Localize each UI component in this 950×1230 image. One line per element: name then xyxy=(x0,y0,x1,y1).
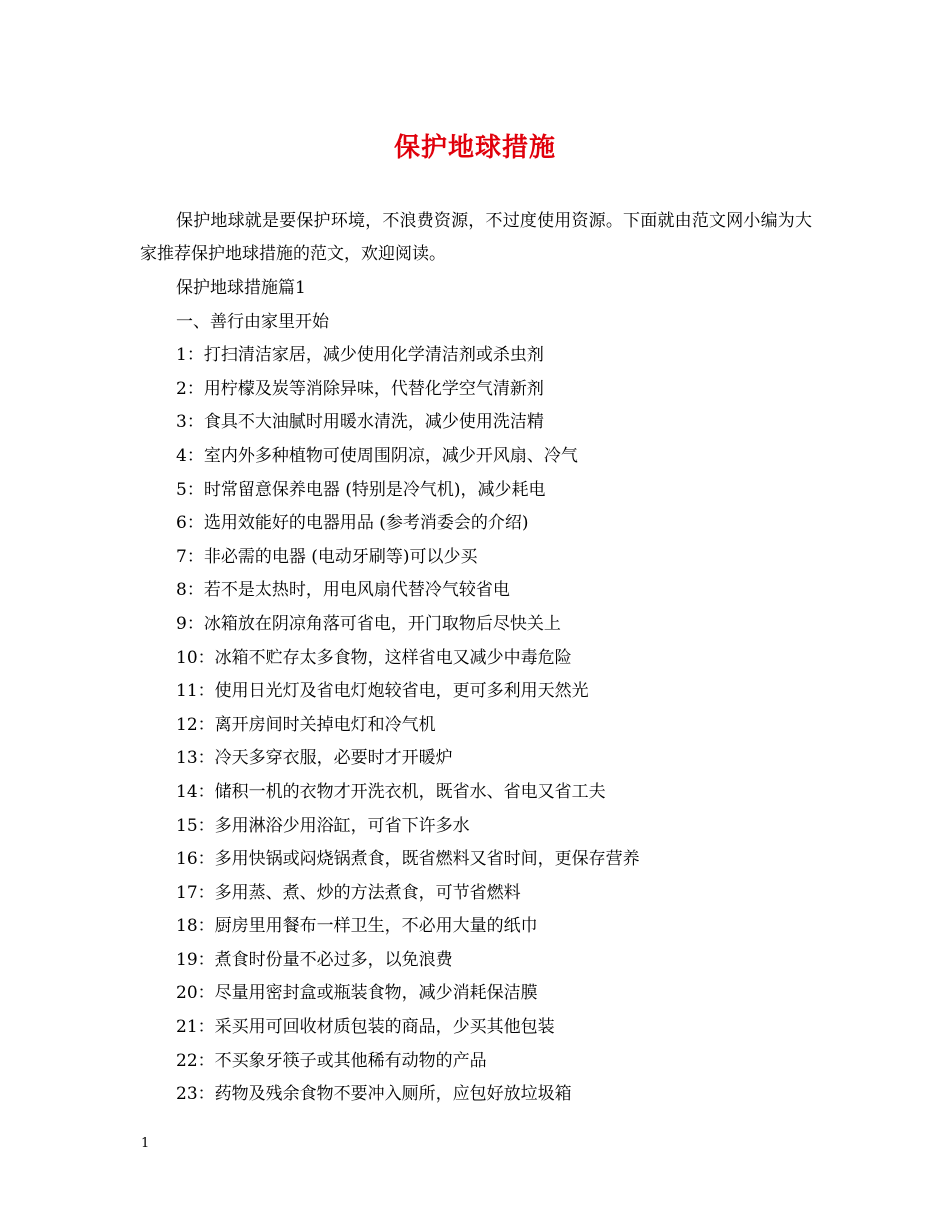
list-item: 7：非必需的电器 (电动牙刷等)可以少买 xyxy=(176,546,478,567)
list-item: 18：厨房里用餐布一样卫生，不必用大量的纸巾 xyxy=(176,916,538,937)
content-lines xyxy=(176,272,816,1112)
page-number: 1 xyxy=(141,1136,150,1151)
list-item: 9：冰箱放在阴凉角落可省电，开门取物后尽快关上 xyxy=(176,613,561,634)
list-item: 22：不买象牙筷子或其他稀有动物的产品 xyxy=(176,1050,487,1071)
list-item: 10：冰箱不贮存太多食物，这样省电又减少中毒危险 xyxy=(176,647,572,668)
list-item: 21：采买用可回收材质包装的商品，少买其他包装 xyxy=(176,1017,555,1038)
list-item: 17：多用蒸、煮、炒的方法煮食，可节省燃料 xyxy=(176,882,521,903)
section-heading: 保护地球措施篇1 xyxy=(176,278,306,298)
list-item: 19：煮食时份量不必过多，以免浪费 xyxy=(176,949,453,970)
document-title: 保护地球措施 xyxy=(393,133,556,163)
list-item: 14：储积一机的衣物才开洗衣机，既省水、省电又省工夫 xyxy=(176,781,606,802)
list-item: 1：打扫清洁家居，减少使用化学清洁剂或杀虫剂 xyxy=(176,345,544,366)
list-item: 12：离开房间时关掉电灯和冷气机 xyxy=(176,714,436,735)
list-item: 6：选用效能好的电器用品 (参考消委会的介绍) xyxy=(176,513,529,534)
list-item: 23：药物及残余食物不要冲入厕所，应包好放垃圾箱 xyxy=(176,1084,572,1105)
list-item: 2：用柠檬及炭等消除异味，代替化学空气清新剂 xyxy=(176,378,544,399)
list-item: 13：冷天多穿衣服，必要时才开暖炉 xyxy=(176,748,453,769)
intro-paragraph: 保护地球就是要保护环境，不浪费资源，不过度使用资源。下面就由范文网小编为大家推荐保护地球措施的范文，欢迎阅读。 xyxy=(140,211,812,264)
list-item: 16：多用快锅或闷烧锅煮食，既省燃料又省时间，更保存营养 xyxy=(176,849,640,870)
list-item: 15：多用淋浴少用浴缸，可省下许多水 xyxy=(176,815,470,836)
list-item: 3：食具不大油腻时用暖水清洗，减少使用洗洁精 xyxy=(176,412,544,433)
subsection-heading: 一、善行由家里开始 xyxy=(176,311,329,332)
list-item: 4：室内外多种植物可使周围阴凉，减少开风扇、冷气 xyxy=(176,445,578,466)
list-item: 11：使用日光灯及省电灯炮较省电，更可多利用天然光 xyxy=(176,681,589,702)
list-item: 5：时常留意保养电器 (特别是冷气机)，减少耗电 xyxy=(176,479,546,500)
list-item: 20：尽量用密封盒或瓶装食物，减少消耗保洁膜 xyxy=(176,983,538,1004)
list-item: 8：若不是太热时，用电风扇代替冷气较省电 xyxy=(176,580,510,601)
